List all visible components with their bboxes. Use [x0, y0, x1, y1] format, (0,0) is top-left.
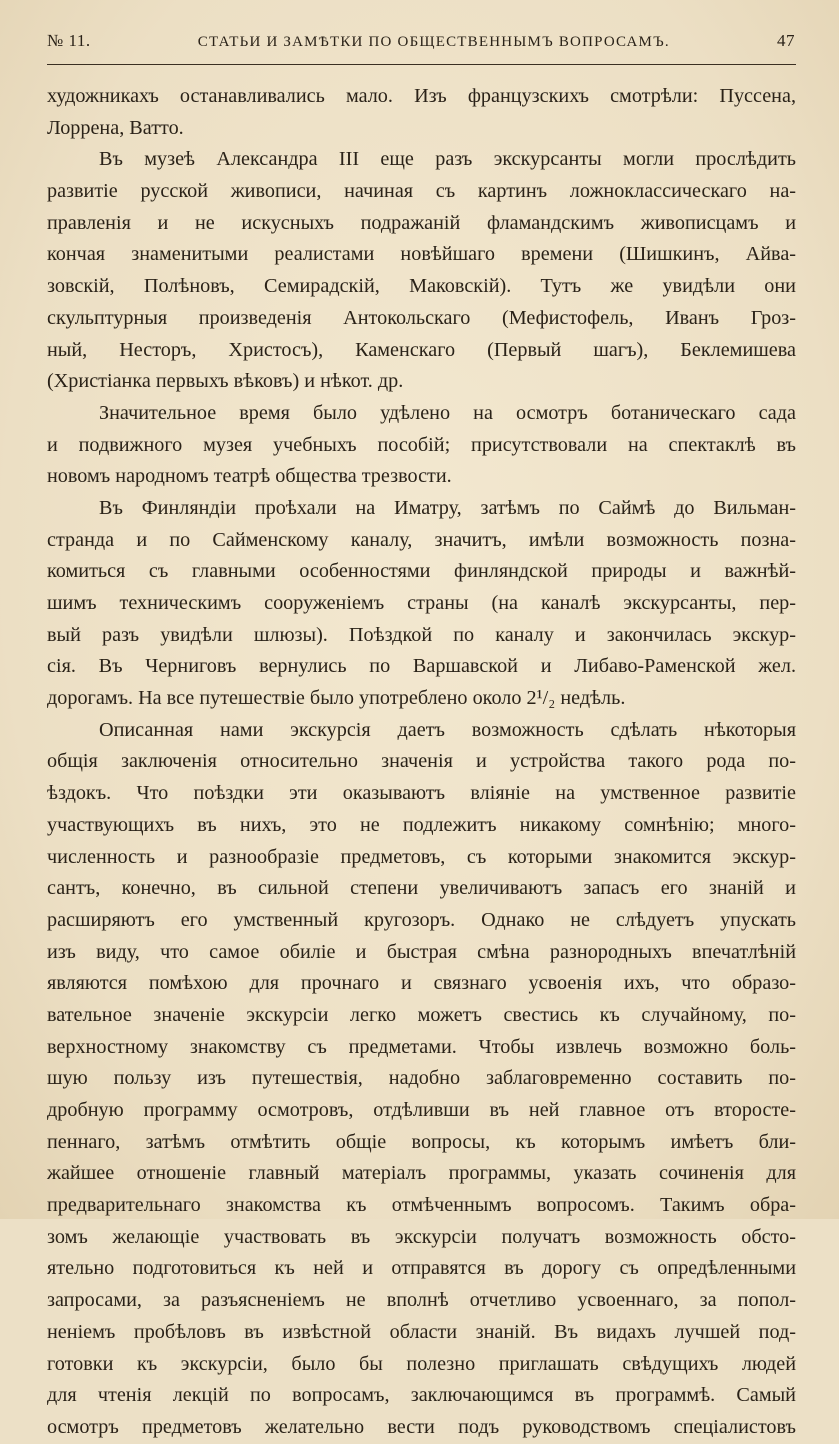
text-line: являются помѣхою для прочнаго и связнаго усвоенія ихъ, что образо-	[47, 972, 796, 995]
text-line: для чтенія лекцій по вопросамъ, заключающимся въ программѣ. Самый	[47, 1384, 796, 1407]
text-line: странда и по Сайменскому каналу, значитъ, имѣли возможность позна-	[47, 528, 796, 551]
text-line: кончая знаменитыми реалистами новѣйшаго времени (Шишкинъ, Айва-	[47, 243, 796, 266]
text-line: вательное значеніе экскурсіи легко можетъ свестись къ случайному, по-	[47, 1003, 796, 1026]
text-line: дорогамъ. На все путешествіе было употреблено около 2¹/₂ недѣль.	[47, 687, 626, 710]
text-line: сантъ, конечно, въ сильной степени увеличиваютъ запасъ его знаній и	[47, 877, 796, 900]
text-line: Въ музеѣ Александра III еще разъ экскурсанты могли прослѣдить	[99, 148, 796, 171]
text-line: верхностному знакомству съ предметами. Чтобы извлечь возможно боль-	[47, 1035, 796, 1058]
text-line: шимъ техническимъ сооруженіемъ страны (на каналѣ экскурсанты, пер-	[47, 592, 796, 614]
text-line: ѣздокъ. Что поѣздки эти оказываютъ вліяніе на умственное развитіе	[47, 782, 796, 805]
header-rule	[47, 64, 796, 65]
issue-number: № 11.	[47, 31, 91, 50]
text-line: вый разъ увидѣли шлюзы). Поѣздкой по каналу и закончилась экскур-	[47, 623, 796, 646]
text-line: ный, Несторъ, Христосъ), Каменскаго (Первый шагъ), Беклемишева	[47, 338, 796, 361]
text-line: готовки къ экскурсіи, было бы полезно приглашать свѣдущихъ людей	[47, 1352, 796, 1375]
text-line: сія. Въ Черниговъ вернулись по Варшавской и Либаво-Раменской жел.	[47, 655, 796, 678]
running-header	[47, 31, 795, 59]
text-line: запросами, за разъясненіемъ не вполнѣ отчетливо усвоеннаго, за попол-	[47, 1289, 796, 1312]
text-line: изъ виду, что самое обиліе и быстрая смѣна разнородныхъ впечатлѣній	[47, 940, 796, 963]
text-line: предварительнаго знакомства къ отмѣченнымъ вопросомъ. Такимъ обра-	[47, 1194, 796, 1217]
text-line: ятельно подготовиться къ ней и отправятся въ дорогу съ опредѣленными	[47, 1257, 796, 1280]
page-number: 47	[776, 31, 795, 50]
text-line: художникахъ останавливались мало. Изъ французскихъ смотрѣли: Пуссена,	[47, 85, 796, 107]
text-line: осмотръ предметовъ желательно вести подъ руководствомъ спеціалистовъ	[47, 1415, 796, 1438]
body-text	[47, 81, 796, 1444]
text-line: Въ Финляндіи проѣхали на Иматру, затѣмъ по Саймѣ до Вильман-	[99, 496, 796, 519]
text-line: Описанная нами экскурсія даетъ возможность сдѣлать нѣкоторыя	[99, 718, 796, 741]
text-line: участвующихъ въ нихъ, это не подлежитъ никакому сомнѣнію; много-	[47, 813, 796, 836]
text-line: скульптурныя произведенія Антокольскаго (Мефистофель, Иванъ Гроз-	[47, 306, 796, 329]
text-line: и подвижного музея учебныхъ пособій; присутствовали на спектаклѣ въ	[47, 433, 796, 456]
text-line: неніемъ пробѣловъ въ извѣстной области знаній. Въ видахъ лучшей под-	[47, 1320, 796, 1343]
text-line: шую пользу изъ путешествія, надобно заблаговременно составить по-	[47, 1067, 796, 1090]
text-line: зомъ желающіе участвовать въ экскурсіи получатъ возможность обсто-	[47, 1225, 796, 1248]
text-line: (Христіанка первыхъ вѣковъ) и нѣкот. др.	[47, 370, 404, 393]
text-line: численность и разнообразіе предметовъ, съ которыми знакомится экскур-	[47, 845, 796, 868]
text-line: пеннаго, затѣмъ отмѣтить общіе вопросы, къ которымъ имѣетъ бли-	[47, 1130, 796, 1153]
text-line: комиться съ главными особенностями финляндской природы и важнѣй-	[47, 560, 796, 583]
text-line: Значительное время было удѣлено на осмотръ ботаническаго сада	[99, 401, 796, 424]
text-line: дробную программу осмотровъ, отдѣливши въ ней главное отъ второсте-	[47, 1099, 796, 1121]
running-title: СТАТЬИ И ЗАМѢТКИ ПО ОБЩЕСТВЕННЫМЪ ВОПРОСАМЪ.	[197, 34, 670, 50]
text-line: новомъ народномъ театрѣ общества трезвости.	[47, 465, 452, 488]
text-line: Лоррена, Ватто.	[47, 116, 184, 139]
text-line: расширяютъ его умственный кругозоръ. Однако не слѣдуетъ упускать	[47, 908, 796, 931]
text-line: общія заключенія относительно значенія и устройства такого рода по-	[47, 750, 796, 773]
text-line: развитіе русской живописи, начиная съ картинъ ложноклассическаго на-	[47, 180, 796, 203]
text-line: жайшее отношеніе главный матеріалъ программы, указать сочиненія для	[47, 1162, 796, 1185]
text-line: правленія и не искусныхъ подражаній фламандскимъ живописцамъ и	[47, 211, 796, 234]
text-line: зовскій, Полѣновъ, Семирадскій, Маковскій). Тутъ же увидѣли они	[47, 275, 796, 298]
